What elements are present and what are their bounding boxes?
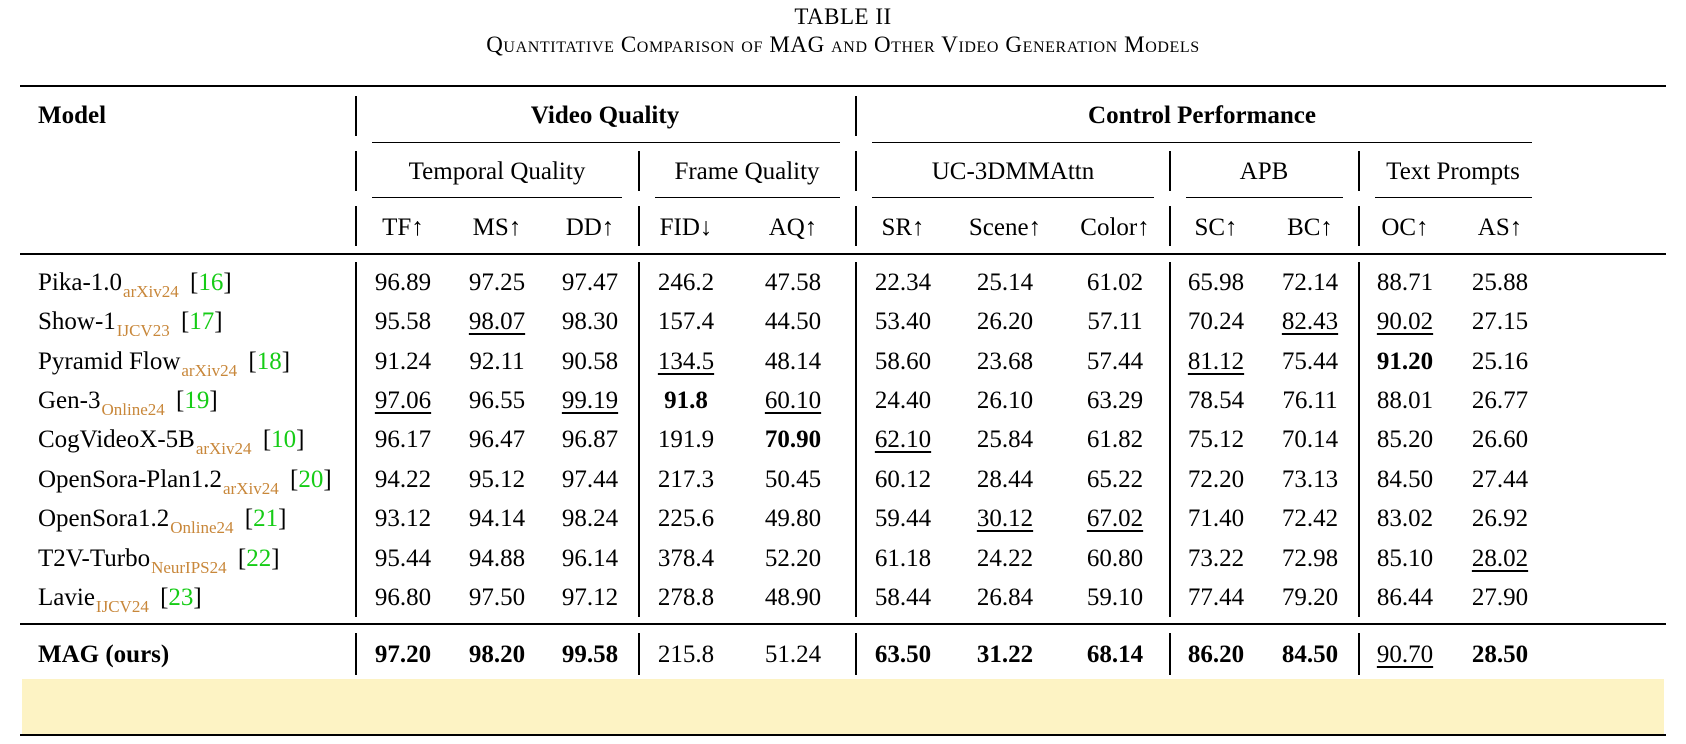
table-cell: 26.20 [976, 308, 1034, 335]
table-cell: 75.12 [1187, 426, 1245, 453]
table-cell: 191.9 [657, 426, 715, 453]
column-separator [1169, 151, 1171, 191]
column-separator [638, 262, 640, 617]
table-cell: 31.22 [976, 641, 1034, 668]
citation-link[interactable]: 16 [198, 269, 224, 296]
column-separator [638, 633, 640, 675]
table-cell: 97.25 [468, 269, 526, 296]
table-cell: 28.50 [1471, 641, 1529, 668]
model-name-cell: Lavie$_{IJCV24}$ [23] [38, 584, 202, 616]
table-cell: 96.87 [561, 426, 619, 453]
table-cell: 92.11 [469, 348, 525, 375]
table-cell: 48.14 [764, 348, 822, 375]
table-cell: 81.12 [1187, 348, 1245, 375]
table-cell: 50.45 [764, 466, 822, 493]
table-cell: 94.88 [468, 545, 526, 572]
model-name-cell: $OpenSora1.2_{Online24}$ [21] [38, 505, 287, 537]
venue-subscript: IJCV23 [116, 321, 170, 340]
model-name-cell: Show-$1_{IJCV23}$ [17] [38, 308, 223, 340]
table-cell: 73.13 [1281, 466, 1339, 493]
model-name-cell: T2V-Turbo$_{NeurIPS24}$ [22] [38, 545, 280, 577]
model-name: Gen-3 [38, 387, 101, 414]
table-cell: 65.22 [1086, 466, 1144, 493]
table-cell: 99.58 [561, 641, 619, 668]
column-separator [855, 206, 857, 246]
table-cell: 49.80 [764, 505, 822, 532]
table-cell: 53.40 [874, 308, 932, 335]
table-cell: 26.10 [976, 387, 1034, 414]
table-cell: 76.11 [1282, 387, 1338, 414]
table-cell: 85.10 [1376, 545, 1434, 572]
table-cell: 73.22 [1187, 545, 1245, 572]
citation-link[interactable]: 10 [271, 426, 297, 453]
model-name: Pika-1.0 [38, 269, 123, 296]
table-cell: 88.01 [1376, 387, 1434, 414]
venue-subscript: Online24 [170, 518, 234, 537]
ours-row-highlight [22, 679, 1664, 734]
column-separator [855, 96, 857, 136]
metric-header: OC↑ [1381, 214, 1429, 241]
column-separator [855, 151, 857, 191]
table-cell: 24.40 [874, 387, 932, 414]
table-cell: 25.88 [1471, 269, 1529, 296]
column-separator [1358, 206, 1360, 246]
table-cell: 91.24 [374, 348, 432, 375]
table-cell: 63.50 [874, 641, 932, 668]
metric-header: AS↑ [1477, 214, 1523, 241]
uc3dmmattn-header: UC-3DMMAttn [931, 158, 1095, 185]
table-cell: 23.68 [976, 348, 1034, 375]
uc3dmmattn-rule [872, 197, 1154, 198]
table-cell: 82.43 [1281, 308, 1339, 335]
model-header: Model [38, 102, 107, 129]
column-separator [355, 151, 357, 191]
model-name: OpenSora1.2 [38, 505, 170, 532]
table-cell: 27.15 [1471, 308, 1529, 335]
table-cell: 77.44 [1187, 584, 1245, 611]
table-cell: 91.20 [1376, 348, 1434, 375]
table-cell: 98.24 [561, 505, 619, 532]
table-cell: 26.77 [1471, 387, 1529, 414]
table-cell: 91.8 [664, 387, 708, 414]
table-cell: 79.20 [1281, 584, 1339, 611]
table-cell: 99.19 [561, 387, 619, 414]
table-cell: 61.02 [1086, 269, 1144, 296]
metric-header: FID↓ [659, 214, 713, 241]
metric-header: SR↑ [881, 214, 925, 241]
table-cell: 84.50 [1376, 466, 1434, 493]
table-cell: 60.12 [874, 466, 932, 493]
metric-header: TF↑ [382, 214, 424, 241]
venue-subscript: NeurIPS24 [151, 558, 227, 577]
table-cell: 65.98 [1187, 269, 1245, 296]
venue-subscript: arXiv24 [181, 361, 238, 380]
table-cell: 27.44 [1471, 466, 1529, 493]
table-cell: 22.34 [874, 269, 932, 296]
metric-header: AQ↑ [768, 214, 818, 241]
table-cell: 26.92 [1471, 505, 1529, 532]
video-quality-rule [372, 142, 840, 143]
citation-link[interactable]: 21 [253, 505, 279, 532]
table-cell: 59.10 [1086, 584, 1144, 611]
model-name-cell: CogVideoX-$5B_{arXiv24}$ [10] [38, 426, 305, 458]
table-cell: 97.44 [561, 466, 619, 493]
table-cell: 63.29 [1086, 387, 1144, 414]
text-prompts-rule [1375, 197, 1532, 198]
metric-header: Color↑ [1080, 214, 1150, 241]
table-cell: 84.50 [1281, 641, 1339, 668]
table-cell: 96.89 [374, 269, 432, 296]
table-cell: 52.20 [764, 545, 822, 572]
table-cell: 25.16 [1471, 348, 1529, 375]
table-cell: 98.07 [468, 308, 526, 335]
temporal-quality-header: Temporal Quality [408, 158, 586, 185]
table-cell: 60.10 [764, 387, 822, 414]
table-cell: 30.12 [976, 505, 1034, 532]
column-separator [638, 151, 640, 191]
table-cell: 225.6 [657, 505, 715, 532]
table-cell: 98.20 [468, 641, 526, 668]
column-separator [355, 206, 357, 246]
metric-header: MS↑ [472, 214, 522, 241]
frame-quality-rule [655, 197, 840, 198]
table-cell: 68.14 [1086, 641, 1144, 668]
table-cell: 57.11 [1087, 308, 1143, 335]
table-cell: 96.47 [468, 426, 526, 453]
venue-subscript: arXiv24 [123, 282, 179, 301]
model-name: Lavie [38, 584, 95, 611]
body-rule [20, 623, 1666, 625]
table-cell: 83.02 [1376, 505, 1434, 532]
table-title: Quantitative Comparison of MAG and Other Video Generation Models [486, 32, 1200, 57]
column-separator [1358, 151, 1360, 191]
table-cell: 70.24 [1187, 308, 1245, 335]
text-prompts-header: Text Prompts [1386, 158, 1520, 185]
column-separator [355, 262, 357, 617]
venue-subscript: IJCV24 [95, 597, 149, 616]
metric-header: Scene↑ [968, 214, 1042, 241]
table-cell: 58.60 [874, 348, 932, 375]
temporal-quality-rule [372, 197, 622, 198]
table-cell: 58.44 [874, 584, 932, 611]
table-cell: 62.10 [874, 426, 932, 453]
table-cell: 60.80 [1086, 545, 1144, 572]
model-name: T2V-Turbo [38, 545, 151, 572]
table-cell: 246.2 [657, 269, 715, 296]
column-separator [1169, 206, 1171, 246]
table-cell: 72.14 [1281, 269, 1339, 296]
model-name-cell: OpenSora-$Plan1.2_{arXiv24}$ [20] [38, 466, 332, 498]
table-cell: 88.71 [1376, 269, 1434, 296]
table-cell: 25.84 [976, 426, 1034, 453]
top-rule [20, 85, 1666, 87]
metric-header: BC↑ [1287, 214, 1333, 241]
column-separator [855, 262, 857, 617]
table-cell: 72.42 [1281, 505, 1339, 532]
table-cell: 98.30 [561, 308, 619, 335]
table-cell: 86.20 [1187, 641, 1245, 668]
metric-header: DD↑ [565, 214, 615, 241]
column-separator [355, 96, 357, 136]
table-cell: 96.80 [374, 584, 432, 611]
venue-subscript: Online24 [101, 400, 165, 419]
table-cell: 70.90 [764, 426, 822, 453]
table-cell: 157.4 [657, 308, 715, 335]
bottom-rule [20, 734, 1666, 736]
column-separator [855, 633, 857, 675]
table-cell: 94.22 [374, 466, 432, 493]
column-separator [1358, 262, 1360, 617]
venue-subscript: arXiv24 [195, 439, 252, 458]
table-cell: 72.98 [1281, 545, 1339, 572]
venue-subscript: arXiv24 [223, 479, 279, 498]
table-cell: 70.14 [1281, 426, 1339, 453]
column-separator [1169, 262, 1171, 617]
table-cell: 134.5 [657, 348, 715, 375]
table-cell: 44.50 [764, 308, 822, 335]
model-name: Show-1 [38, 308, 116, 335]
apb-rule [1186, 197, 1343, 198]
table-cell: 90.02 [1376, 308, 1434, 335]
table-cell: 28.02 [1471, 545, 1529, 572]
apb-header: APB [1239, 158, 1289, 185]
citation-link[interactable]: 22 [246, 545, 272, 572]
control-performance-rule [872, 142, 1532, 143]
table-cell: 90.70 [1376, 641, 1434, 668]
table-cell: 28.44 [976, 466, 1034, 493]
table-cell: 94.14 [468, 505, 526, 532]
table-cell: 61.82 [1086, 426, 1144, 453]
ours-model-name: MAG (ours) [38, 641, 170, 668]
model-name: OpenSora-Plan1.2 [38, 466, 222, 493]
table-cell: 97.50 [468, 584, 526, 611]
video-quality-header: Video Quality [530, 102, 680, 129]
citation-link[interactable]: 19 [184, 387, 210, 414]
table-cell: 97.12 [561, 584, 619, 611]
table-cell: 278.8 [657, 584, 715, 611]
table-cell: 217.3 [657, 466, 715, 493]
table-cell: 97.47 [561, 269, 619, 296]
table-cell: 26.60 [1471, 426, 1529, 453]
column-separator [1169, 633, 1171, 675]
table-cell: 51.24 [764, 641, 822, 668]
model-name-cell: Pyramid Flow$_{arXiv24}$ [18] [38, 348, 291, 380]
citation-link[interactable]: 17 [189, 308, 215, 335]
table-cell: 57.44 [1086, 348, 1144, 375]
table-cell: 97.20 [374, 641, 432, 668]
table-cell: 24.22 [976, 545, 1034, 572]
frame-quality-header: Frame Quality [674, 158, 820, 185]
table-cell: 96.55 [468, 387, 526, 414]
table-cell: 215.8 [657, 641, 715, 668]
column-separator [355, 633, 357, 675]
table-cell: 96.17 [374, 426, 432, 453]
model-name-cell: Gen-$3_{Online24}$ [19] [38, 387, 218, 419]
model-name-cell: Pika-$1.0_{arXiv24}$ [16] [38, 269, 232, 301]
metric-header: SC↑ [1194, 214, 1238, 241]
header-rule [20, 253, 1666, 255]
table-cell: 59.44 [874, 505, 932, 532]
table-cell: 75.44 [1281, 348, 1339, 375]
table-cell: 96.14 [561, 545, 619, 572]
table-cell: 71.40 [1187, 505, 1245, 532]
table-cell: 97.06 [374, 387, 432, 414]
table-cell: 85.20 [1376, 426, 1434, 453]
table-cell: 26.84 [976, 584, 1034, 611]
table-cell: 378.4 [657, 545, 715, 572]
citation-link[interactable]: 18 [256, 348, 282, 375]
table-cell: 27.90 [1471, 584, 1529, 611]
table-cell: 78.54 [1187, 387, 1245, 414]
table-cell: 90.58 [561, 348, 619, 375]
column-separator [638, 206, 640, 246]
table-cell: 48.90 [764, 584, 822, 611]
table-cell: 95.12 [468, 466, 526, 493]
table-cell: 67.02 [1086, 505, 1144, 532]
citation-link[interactable]: 23 [168, 584, 194, 611]
table-cell: 47.58 [764, 269, 822, 296]
model-name: Pyramid Flow [38, 348, 181, 375]
table-label: TABLE II [794, 4, 892, 29]
model-name: CogVideoX-5B [38, 426, 195, 453]
table-cell: 86.44 [1376, 584, 1434, 611]
table-cell: 95.44 [374, 545, 432, 572]
column-separator [1358, 633, 1360, 675]
table-cell: 95.58 [374, 308, 432, 335]
table-cell: 72.20 [1187, 466, 1245, 493]
table-cell: 25.14 [976, 269, 1034, 296]
table-cell: 93.12 [374, 505, 432, 532]
control-performance-header: Control Performance [1088, 102, 1316, 129]
citation-link[interactable]: 20 [298, 466, 324, 493]
table-cell: 61.18 [874, 545, 932, 572]
